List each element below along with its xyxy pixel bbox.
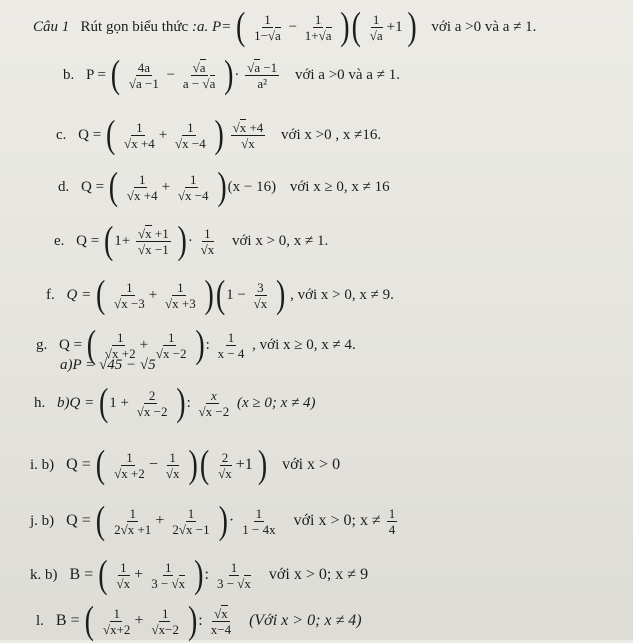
problem-e-lhs: Q = <box>76 232 100 249</box>
problem-j-lhs: Q = <box>66 512 91 530</box>
problem-k: k. b) B = ( $\frac{1}{√x}$ + $\frac{1}{3 - √x}$ ): $\frac{1}{3 - √x}$ với x > 0; x ≠ 9 <box>30 553 369 597</box>
problem-g-condition: , với x ≥ 0, x ≠ 4. <box>252 336 356 353</box>
problem-g-lhs: Q = <box>59 336 83 353</box>
problem-h-b-lhs: b)Q = <box>57 394 95 411</box>
problem-a: Câu 1 Rút gọn biểu thức :a. P= ( $\frac{1}{1-√a}$ − $\frac{1}{1+√a}$ )( $\frac{1}{√a}$ +1 ) với a >0 và a ≠ 1. <box>33 5 537 49</box>
problem-e: e. Q = (1+ $\frac{√x +1}{√x -1}$ )· $\frac{1}{√x}$ với x > 0, x ≠ 1. <box>54 219 329 263</box>
problem-c-lhs: Q = <box>78 126 102 143</box>
problem-l-lhs: B = <box>55 612 80 630</box>
problem-f: f. Q = ( $\frac{1}{√x -3}$ + $\frac{1}{√x +3}$ )(1 − $\frac{3}{√x}$ ) , với x > 0, x ≠ 9. <box>46 273 394 317</box>
problem-e-condition: với x > 0, x ≠ 1. <box>231 232 329 249</box>
question-title: Rút gọn biểu thức <box>80 18 189 35</box>
problem-i: i. b) Q = ( $\frac{1}{√x +2}$ − $\frac{1}{√x}$ )( $\frac{2}{√x}$ +1 ) với x > 0 <box>30 443 341 487</box>
problem-k-condition: với x > 0; x ≠ 9 <box>268 566 369 584</box>
problem-h-label: h. <box>34 394 46 411</box>
problem-f-label: f. <box>46 286 55 303</box>
problem-b: b. P = ( $\frac{4a}{√a -1}$ − $\frac{√a}{a - √a}$ )· $\frac{√a -1}{\text{a²}}$ với a >0 và a ≠ 1. <box>63 53 400 97</box>
problem-b-label: b. <box>63 66 75 83</box>
problem-j-label: j. b) <box>30 513 55 530</box>
problem-l: l. B = ( $\frac{1}{√x+2}$ + $\frac{1}{√x-2}$ ): $\frac{√x}{x-4}$ (Với x > 0; x ≠ 4) <box>36 599 362 643</box>
problem-d: d. Q = ( $\frac{1}{√x +4}$ + $\frac{1}{√x -4}$ )(x − 16) với x ≥ 0, x ≠ 16 <box>58 165 390 209</box>
problem-h-a-expr: a)P = √45 − √5 <box>60 357 156 373</box>
problem-b-lhs: P = <box>86 66 106 83</box>
problem-h-b: h. b)Q = (1 + $\frac{2}{√x -2}$ ): $\frac{x}{√x -2}$ (x ≥ 0; x ≠ 4) <box>34 381 316 425</box>
problem-h-condition: (x ≥ 0; x ≠ 4) <box>236 394 316 411</box>
problem-c: c. Q = ( $\frac{1}{√x +4}$ + $\frac{1}{√x -4}$ ) $\frac{√x +4}{√x}$ với x >0 , x ≠16. <box>56 113 382 157</box>
problem-k-label: k. b) <box>30 567 58 584</box>
problem-g-label: g. <box>36 336 48 353</box>
problem-a-lhs: :a. P= <box>191 18 232 35</box>
problem-j: j. b) Q = ( $\frac{1}{2√x +1}$ + $\frac{1}{2√x -1}$ )· $\frac{1}{1 - 4x}$ với x > 0; x ≠ $\frac{1}{4}$ <box>30 499 396 543</box>
problem-a-condition: với a >0 và a ≠ 1. <box>431 18 537 35</box>
question-number: Câu 1 <box>33 18 70 35</box>
problem-d-lhs: Q = <box>81 178 105 195</box>
problem-d-condition: với x ≥ 0, x ≠ 16 <box>289 178 390 195</box>
problem-i-label: i. b) <box>30 457 55 474</box>
problem-g: g. Q = ( $\frac{1}{√x +2}$ + $\frac{1}{√x -2}$ ): $\frac{1}{x - 4}$ , với x ≥ 0, x ≠ 4. <box>36 323 356 367</box>
problem-e-label: e. <box>54 232 65 249</box>
problem-f-lhs: Q = <box>66 286 92 303</box>
problem-d-label: d. <box>58 178 70 195</box>
problem-c-label: c. <box>56 126 67 143</box>
problem-f-condition: , với x > 0, x ≠ 9. <box>290 286 394 303</box>
problem-j-condition: với x > 0; x ≠ <box>293 512 381 530</box>
problem-l-condition: (Với x > 0; x ≠ 4) <box>249 612 362 630</box>
problem-i-lhs: Q = <box>66 456 91 474</box>
problem-b-condition: với a >0 và a ≠ 1. <box>294 66 400 83</box>
problem-l-label: l. <box>36 613 44 630</box>
problem-i-condition: với x > 0 <box>282 456 341 474</box>
problem-k-lhs: B = <box>69 566 94 584</box>
problem-h-a <box>60 356 156 374</box>
problem-c-condition: với x >0 , x ≠16. <box>281 126 382 143</box>
